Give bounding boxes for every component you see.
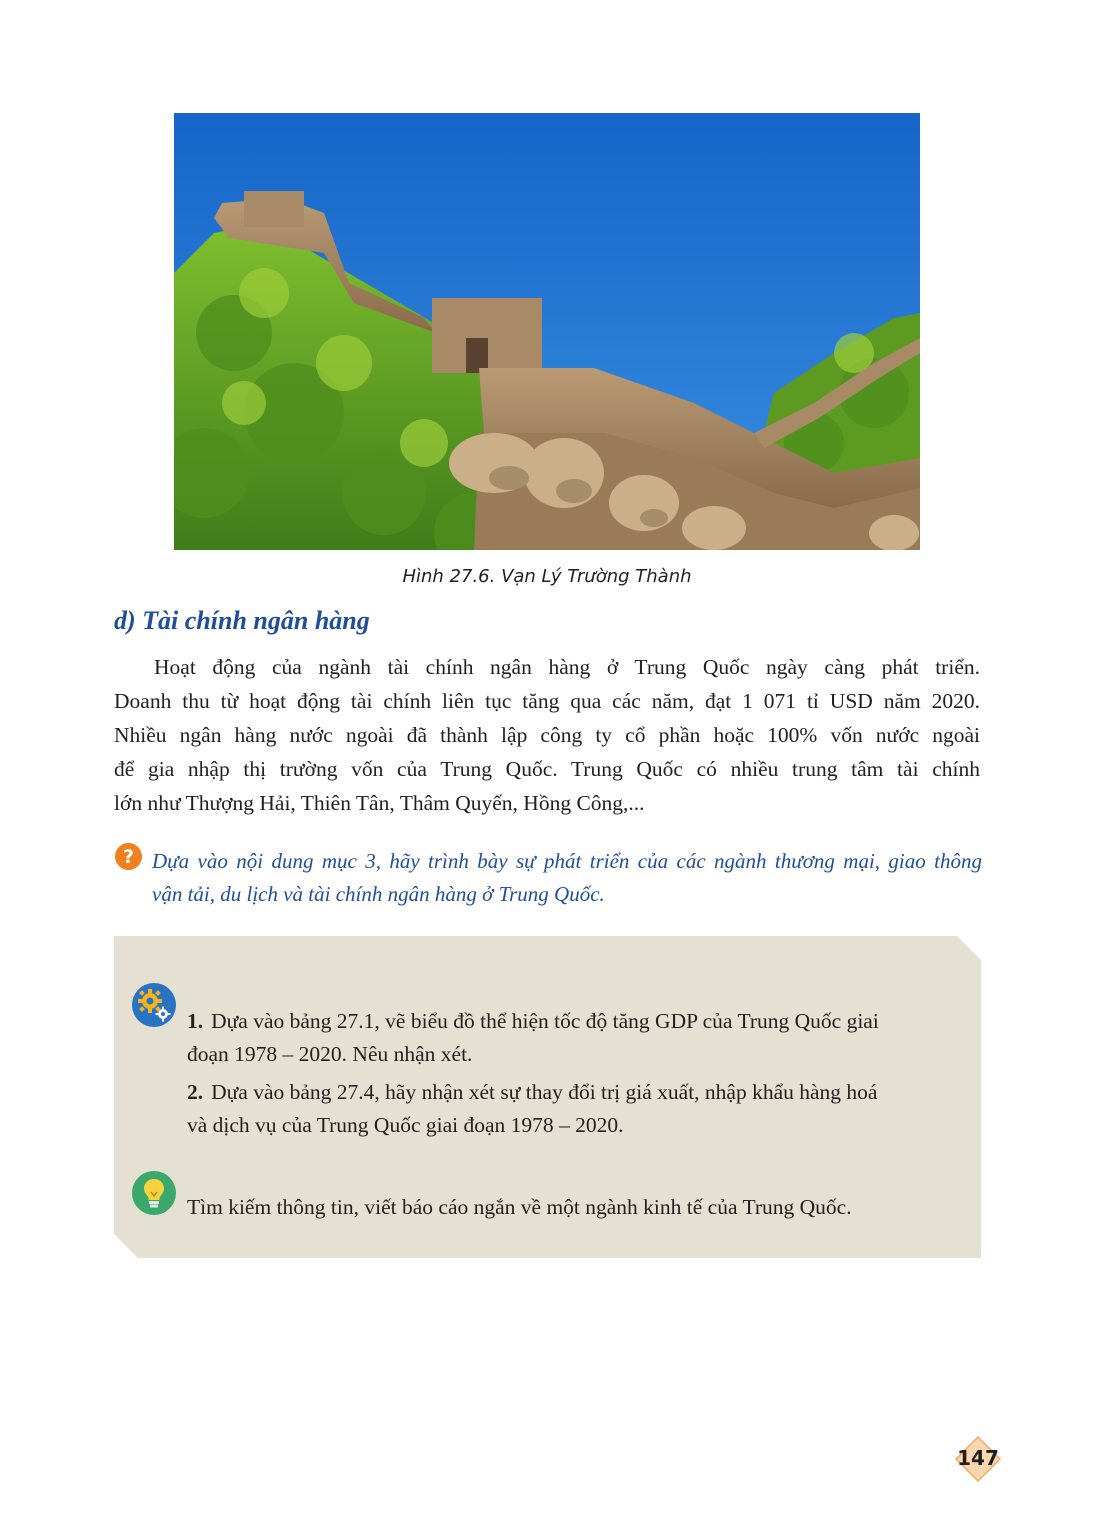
research-task [187,1191,967,1224]
exercise-line: đoạn 1978 – 2020. Nêu nhận xét. [187,1042,473,1066]
paragraph-line: Doanh thu từ hoạt động tài chính liên tục tăng qua các năm, đạt 1 071 tỉ USD năm 2020. [114,689,980,713]
page-number: 147 [957,1446,999,1470]
section-title: d) Tài chính ngân hàng [114,606,370,635]
question-line: vận tải, du lịch và tài chính ngân hàng ở Trung Quốc. [152,882,605,906]
lightbulb-icon [131,1170,177,1216]
question-icon [114,842,143,871]
exercise-line: và dịch vụ của Trung Quốc giai đoạn 1978 – 2020. [187,1113,624,1137]
section-paragraph [114,650,980,820]
figure-caption: Hình 27.6. Vạn Lý Trường Thành [402,566,692,587]
exercise-line: Dựa vào bảng 27.1, vẽ biểu đồ thể hiện tốc độ tăng GDP của Trung Quốc giai [211,1009,879,1033]
review-question [152,845,982,911]
paragraph-line: lớn như Thượng Hải, Thiên Tân, Thâm Quyến, Hồng Công,... [114,791,645,815]
research-line: Tìm kiếm thông tin, viết báo cáo ngắn về một ngành kinh tế của Trung Quốc. [187,1195,852,1219]
paragraph-line: Nhiều ngân hàng nước ngoài đã thành lập công ty cổ phần hoặc 100% vốn nước ngoài [114,723,980,747]
exercise-number: 2. [187,1080,204,1104]
exercise-1 [187,1005,967,1071]
svg-text:?: ? [122,846,135,868]
great-wall-photo [174,113,920,550]
exercise-number: 1. [187,1009,204,1033]
exercise-line: Dựa vào bảng 27.4, hãy nhận xét sự thay đổi trị giá xuất, nhập khẩu hàng hoá [211,1080,878,1104]
paragraph-line: Hoạt động của ngành tài chính ngân hàng ở Trung Quốc ngày càng phát triển. [154,655,980,679]
question-line: Dựa vào nội dung mục 3, hãy trình bày sự phát triển của các ngành thương mại, giao thông [152,849,982,873]
exercise-2 [187,1076,967,1142]
paragraph-line: để gia nhập thị trường vốn của Trung Quốc. Trung Quốc có nhiều trung tâm tài chính [114,757,980,781]
gear-icon [131,982,177,1028]
